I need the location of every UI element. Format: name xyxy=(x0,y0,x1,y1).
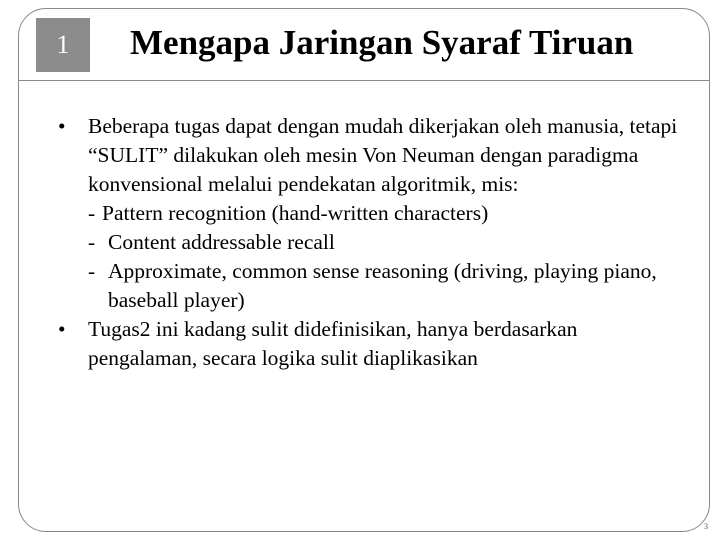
sub-item-text: Content addressable recall xyxy=(108,230,335,254)
sub-item xyxy=(88,199,678,228)
sub-item-text: Approximate, common sense reasoning (driving, playing piano, baseball player) xyxy=(108,259,657,312)
bullet-marker: • xyxy=(58,114,66,138)
sub-item xyxy=(88,228,678,257)
page-number: 3 xyxy=(704,522,708,531)
dash-marker: - xyxy=(88,201,96,225)
bullet-marker: • xyxy=(58,317,66,341)
bullet-item xyxy=(58,315,678,373)
sub-item xyxy=(88,257,678,315)
slide-number: 1 xyxy=(56,30,70,59)
slide-title: Mengapa Jaringan Syaraf Tiruan xyxy=(130,23,634,62)
sub-item-text: Pattern recognition (hand-written characters) xyxy=(102,201,489,225)
dash-marker: - xyxy=(88,230,96,254)
bullet-item xyxy=(58,112,678,199)
dash-marker: - xyxy=(88,259,96,283)
bullet-text: Tugas2 ini kadang sulit didefinisikan, hanya berdasarkan pengalaman, secara logika sulit diaplikasikan xyxy=(88,317,578,370)
slide-content xyxy=(58,112,678,373)
bullet-text: Beberapa tugas dapat dengan mudah dikerjakan oleh manusia, tetapi “SULIT” dilakukan oleh mesin Von Neuman dengan paradigma konvensional melalui pendekatan algoritmik, mis: xyxy=(88,114,678,196)
slide-number-badge xyxy=(36,18,90,72)
title-divider xyxy=(18,80,710,81)
